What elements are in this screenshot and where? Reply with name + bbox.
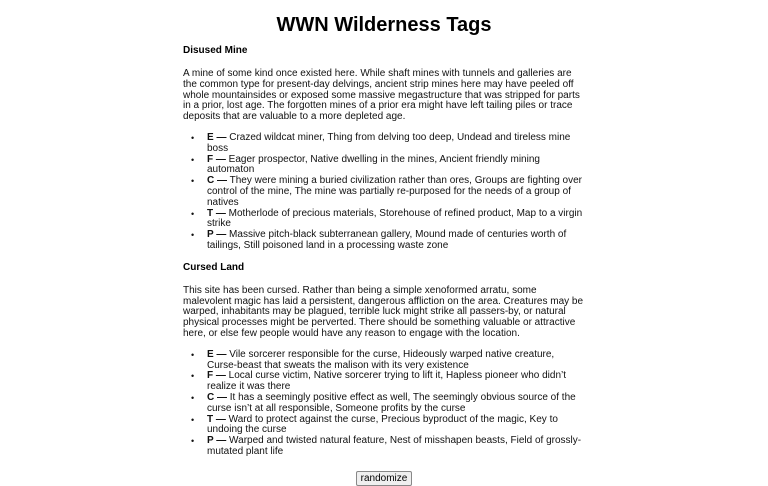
tag-title: Cursed Land xyxy=(183,261,245,273)
list-item-friends xyxy=(207,371,585,393)
item-text: Local curse victim, Native sorcerer trying to lift it, Hapless pioneer who didn’t realize it was there xyxy=(207,370,567,393)
list-item-places xyxy=(207,230,585,252)
category-letter: C — xyxy=(207,391,227,403)
list-item-places xyxy=(207,436,585,458)
item-text: Warped and twisted natural feature, Nest of misshapen beasts, Field of grossly-mutated plant life xyxy=(207,435,582,457)
list-item-things xyxy=(207,415,585,437)
tag-section-disused-mine xyxy=(183,45,585,252)
item-text: Eager prospector, Native dwelling in the mines, Ancient friendly mining automaton xyxy=(207,153,540,176)
tag-description: This site has been cursed. Rather than being a simple xenoformed arratu, some malevolent magic has laid a persistent, dangerous affliction on the area. Creatures may be warped, inhabitants may be plagued, terrible luck might strike all passers-by, or natural physical processes might be perverted. There should be something valuable or attractive here, or else few people would have any reason to engage with the location. xyxy=(183,284,584,339)
list-item-friends xyxy=(207,155,585,177)
randomize-button[interactable]: randomize xyxy=(356,471,413,486)
category-letter: E — xyxy=(207,131,227,143)
tag-elements-list xyxy=(183,350,585,458)
controls xyxy=(0,468,768,486)
tag-title: Disused Mine xyxy=(183,45,248,56)
item-text: Ward to protect against the curse, Precious byproduct of the magic, Key to undoing the curse xyxy=(207,413,558,436)
tag-section-cursed-land xyxy=(183,262,585,458)
category-letter: P — xyxy=(207,229,227,241)
item-text: Vile sorcerer responsible for the curse, Hideously warped native creature, Curse-beast that sweats the malison with its very existence xyxy=(207,348,555,371)
list-item-enemies xyxy=(207,133,585,155)
category-letter: T — xyxy=(207,207,226,219)
tags-container xyxy=(183,45,585,458)
item-text: They were mining a buried civilization rather than ores, Groups are fighting over control of the mine, The mine was partially re-purposed for the needs of a group of natives xyxy=(207,175,582,208)
item-text: Crazed wildcat miner, Thing from delving too deep, Undead and tireless mine boss xyxy=(207,131,571,154)
item-text: Motherlode of precious materials, Storehouse of refined product, Map to a virgin strike xyxy=(207,207,583,230)
list-item-enemies xyxy=(207,350,585,372)
category-letter: F — xyxy=(207,370,226,382)
list-item-things xyxy=(207,209,585,231)
category-letter: F — xyxy=(207,153,226,165)
category-letter: E — xyxy=(207,348,227,360)
category-letter: T — xyxy=(207,413,226,425)
category-letter: P — xyxy=(207,435,227,447)
tag-description: A mine of some kind once existed here. While shaft mines with tunnels and galleries are the common type for present-day delvings, ancient strip mines here may have peeled off whole mountainsides or exposed some massive megastructure that was stripped for parts in a prior, lost age. The forgotten mines of a prior era might have left tailing piles or trace deposits that are valuable to a more depleted age. xyxy=(183,68,580,123)
page-title: WWN Wilderness Tags xyxy=(276,14,492,36)
category-letter: C — xyxy=(207,175,227,187)
list-item-complications xyxy=(207,176,585,208)
list-item-complications xyxy=(207,393,585,415)
item-text: It has a seemingly positive effect as well, The seemingly obvious source of the curse isn’t at all responsible, Someone profits by the curse xyxy=(207,391,576,414)
item-text: Massive pitch-black subterranean gallery, Mound made of centuries worth of tailings, Still poisoned land in a processing waste zone xyxy=(207,229,567,251)
tag-elements-list xyxy=(183,133,585,252)
